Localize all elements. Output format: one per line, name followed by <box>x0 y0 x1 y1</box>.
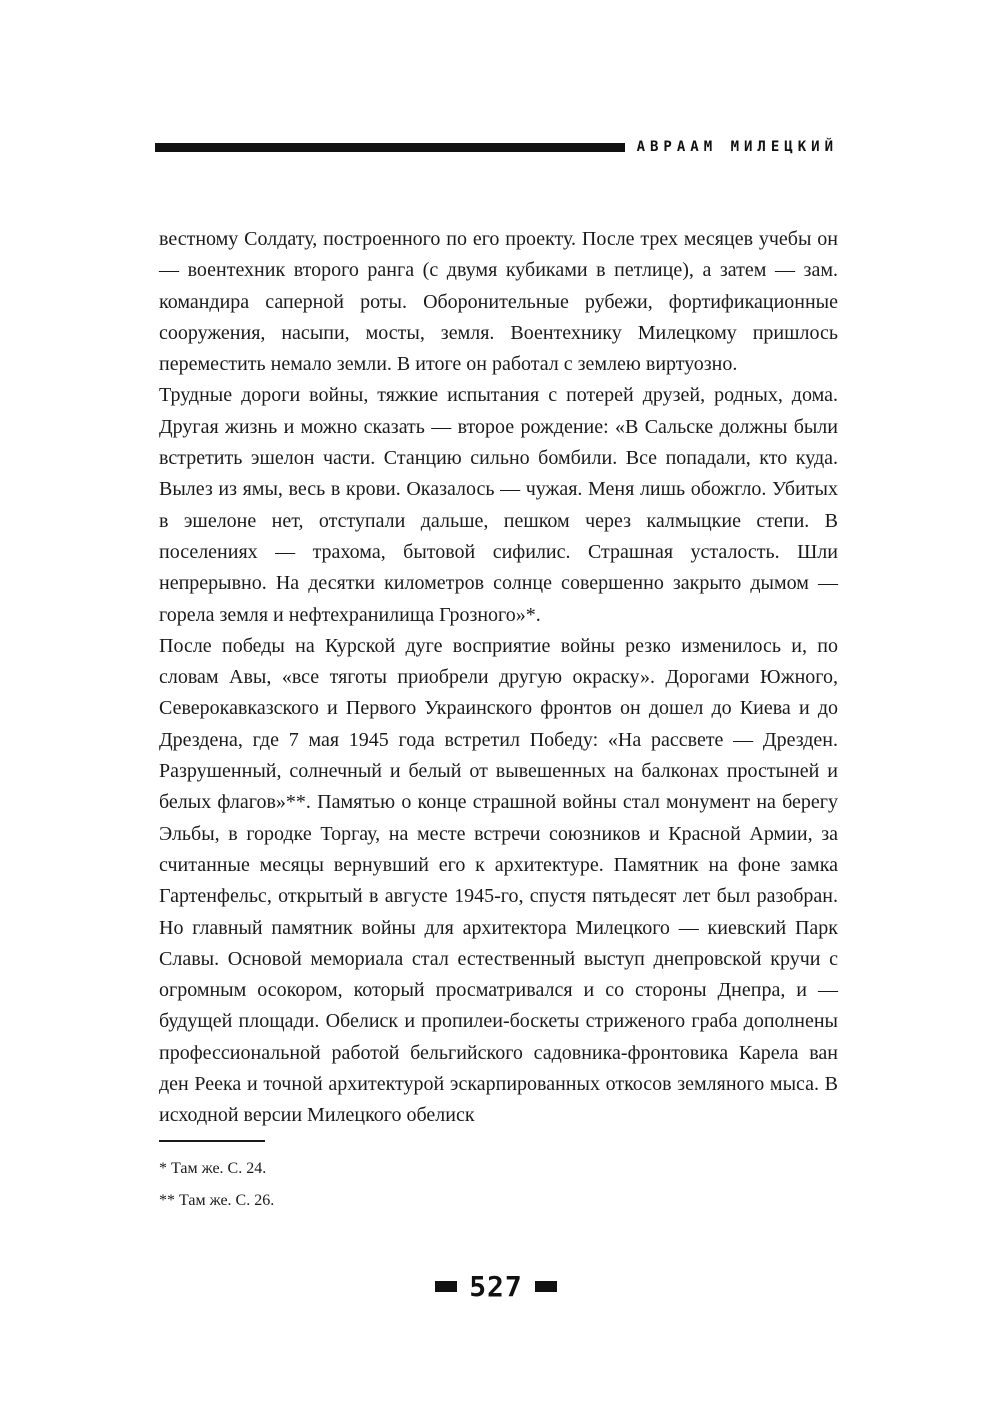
page-number: 527 <box>469 1270 523 1303</box>
footnotes <box>159 1153 838 1217</box>
footnote: * Там же. С. 24. <box>159 1160 267 1177</box>
running-header <box>155 138 838 156</box>
main-text <box>159 224 838 1132</box>
header-rule <box>155 143 625 152</box>
footnote-divider <box>159 1140 265 1142</box>
footnote: ** Там же. С. 26. <box>159 1192 275 1209</box>
running-title: АВРААМ МИЛЕЦКИЙ <box>636 139 838 155</box>
paragraph: После победы на Курской дуге восприятие войны резко изменилось и, по словам Авы, «все тяготы приобрели другую окраску». Дорогами Южного, Северокавказского и Первого Украинского фронтов он дошел до Киева и до Дрездена, где 7 мая 1945 года встретил Победу: «На рассвете — Дрезден. Разрушенный, солнечный и белый от вывешенных на балконах простыней и белых флагов»**. Памятью о конце страшной войны стал монумент на берегу Эльбы, в городке Торгау, на месте встречи союзников и Красной Армии, за считанные месяцы вернувший его к архитектуре. Памятник на фоне замка Гартенфельс, открытый в августе 1945-го, спустя пятьдесят лет был разобран. Но главный памятник войны для архитектора Милецкого — киевский Парк Славы. Основой мемориала стал естественный выступ днепровской кручи с огромным осокором, который просматривался и со стороны Днепра, и — будущей площади. Обелиск и пропилеи-боскеты стриженого граба дополнены профессиональной работой бельгийского садовника-фронтовика Карела ван ден Реека и точной архитектурой эскарпированных откосов земляного мыса. В исходной версии Милецкого обелиск <box>159 634 838 1127</box>
page-number-block <box>0 1270 992 1303</box>
paragraph: вестному Солдату, построенного по его проекту. После трех месяцев учебы он — воентехник второго ранга (с двумя кубиками в петлице), а затем — зам. командира саперной роты. Оборонительные рубежи, фортификационные сооружения, насыпи, мосты, земля. Воентехнику Милецкому пришлось переместить немало земли. В итоге он работал с землею виртуозно. <box>159 228 838 376</box>
page-number-right-mark <box>535 1281 557 1292</box>
paragraph: Трудные дороги войны, тяжкие испытания с потерей друзей, родных, дома. Другая жизнь и можно сказать — второе рождение: «В Сальске должны были встретить эшелон части. Станцию сильно бомбили. Все попадали, кто куда. Вылез из ямы, весь в крови. Оказалось — чужая. Меня лишь обожгло. Убитых в эшелоне нет, отступали дальше, пешком через калмыцкие степи. В поселениях — трахома, бытовой сифилис. Страшная усталость. Шли непрерывно. На десятки километров солнце совершенно закрыто дымом — горела земля и нефтехранилища Грозного»*. <box>159 384 838 626</box>
page-number-left-mark <box>435 1281 457 1292</box>
